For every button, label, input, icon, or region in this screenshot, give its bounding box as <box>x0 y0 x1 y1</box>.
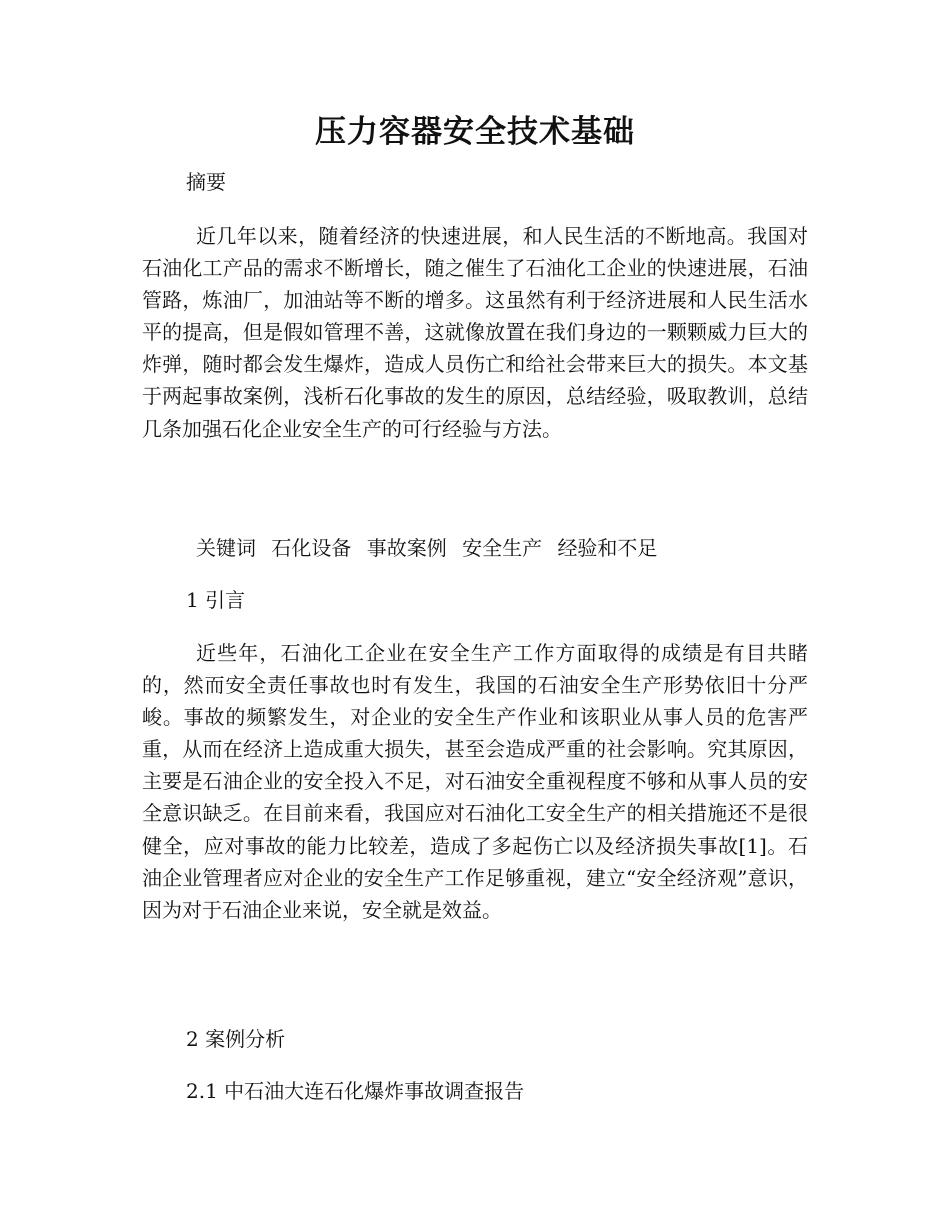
abstract-heading: 摘要 <box>186 170 226 194</box>
section-2-1-heading: 2.1 中石油大连石化爆炸事故调查报告 <box>186 1079 525 1103</box>
section-1-paragraph: 近些年，石油化工企业在安全生产工作方面取得的成绩是有目共睹的，然而安全责任事故也时有发生，我国的石油安全生产形势依旧十分严峻。事故的频繁发生，对企业的安全生产作业和该职业从事人员的危害严重，从而在经济上造成重大损失，甚至会造成严重的社会影响。究其原因，主要是石油企业的安全投入不足，对石油安全重视程度不够和从事人员的安全意识缺乏。在目前来看，我国应对石油化工安全生产的相关措施还不是很健全，应对事故的能力比较差，造成了多起伤亡以及经济损失事故[1]。石油企业管理者应对企业的安全生产工作足够重视，建立“安全经济观”意识，因为对于石油企业来说，安全就是效益。 <box>142 641 808 922</box>
keywords-label: 关键词 <box>196 536 256 560</box>
abstract-paragraph: 近几年以来，随着经济的快速进展，和人民生活的不断地高。我国对石油化工产品的需求不断增长，随之催生了石油化工企业的快速进展，石油管路，炼油厂，加油站等不断的增多。这虽然有利于经济进展和人民生活水平的提高，但是假如管理不善，这就像放置在我们身边的一颗颗威力巨大的炸弹，随时都会发生爆炸，造成人员伤亡和给社会带来巨大的损失。本文基于两起事故案例，浅析石化事故的发生的原因，总结经验，吸取教训，总结几条加强石化企业安全生产的可行经验与方法。 <box>142 224 808 441</box>
keywords-line <box>196 533 666 563</box>
keyword-item: 石化设备 <box>271 536 352 560</box>
section-1-heading: 1 引言 <box>186 588 246 612</box>
keyword-item: 经验和不足 <box>557 536 658 560</box>
document-title: 压力容器安全技术基础 <box>315 114 635 150</box>
keyword-item: 安全生产 <box>462 536 543 560</box>
keyword-item: 事故案例 <box>366 536 447 560</box>
section-2-heading: 2 案例分析 <box>186 1027 286 1051</box>
